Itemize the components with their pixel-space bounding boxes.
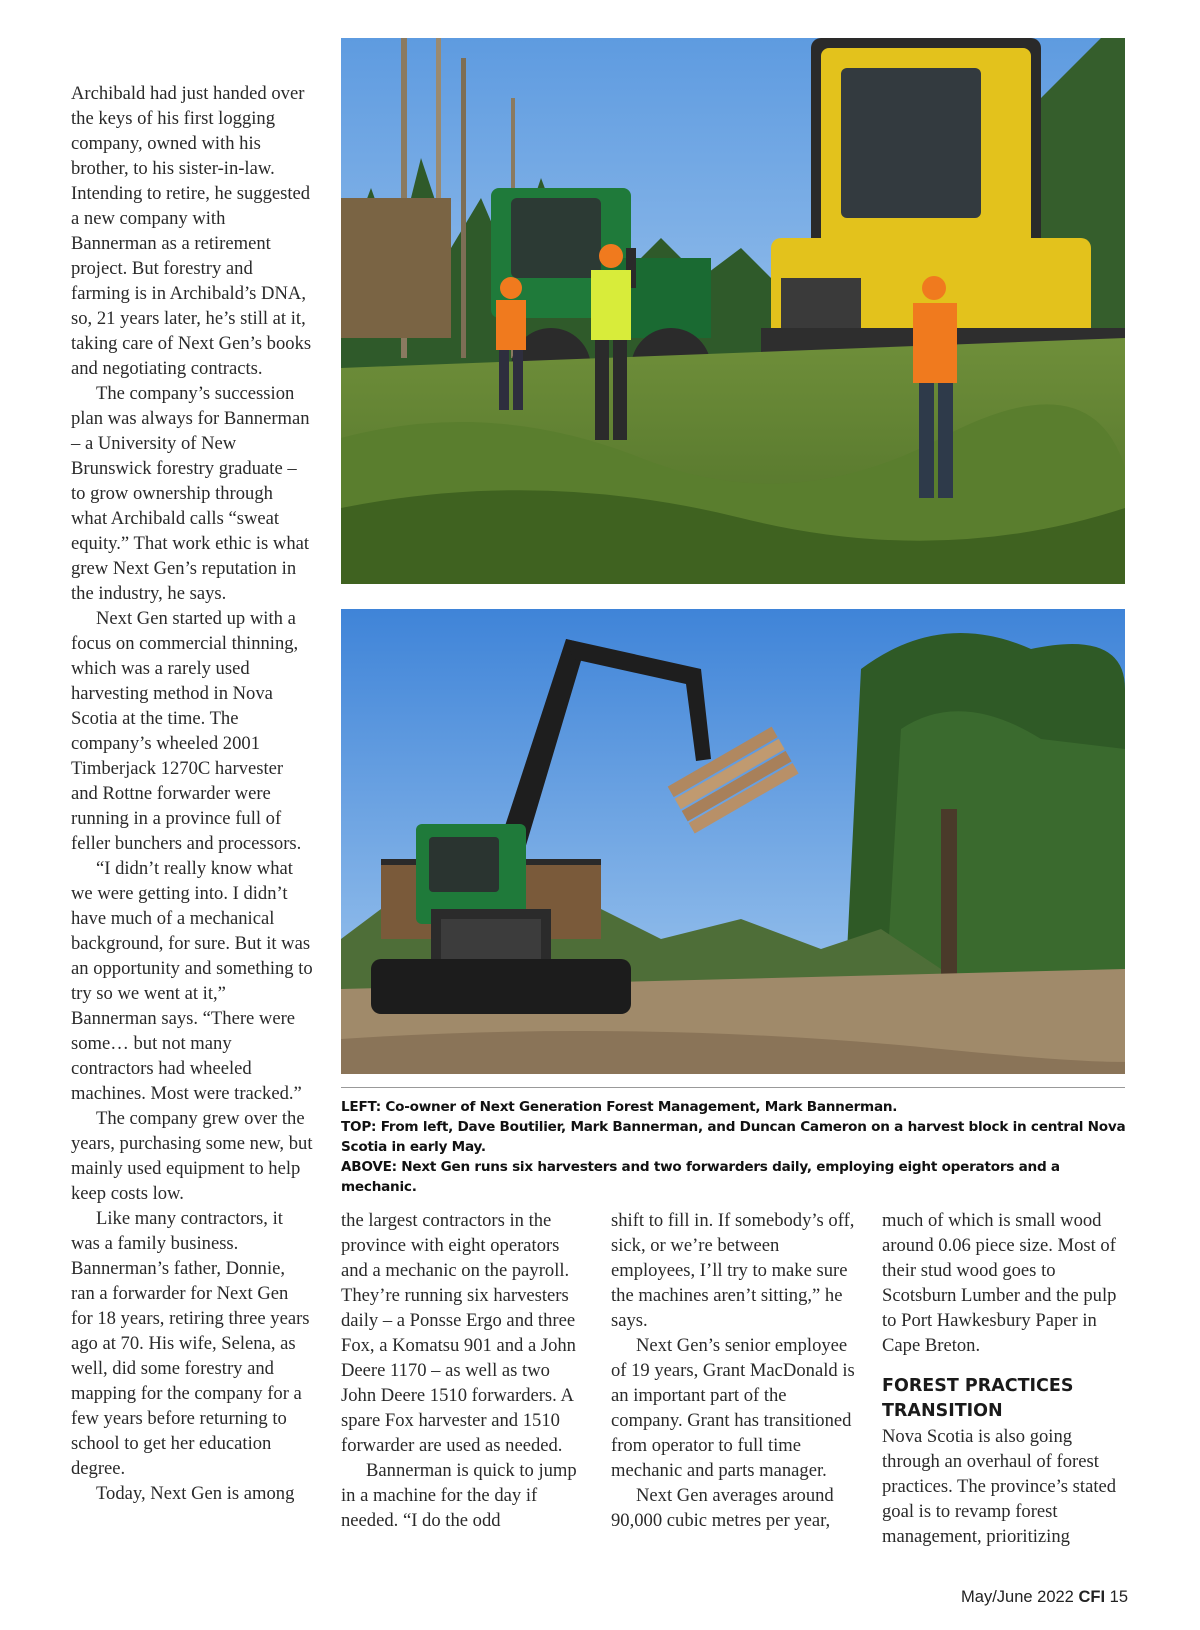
paragraph: Next Gen started up with a focus on commercial thinning, which was a rarely used harvesting method in Nova Scotia at the time. The company’s wheeled 2001 Timberjack 1270C harvester and Rottne forwarder were running in a province full of feller bunchers and processors. — [71, 608, 302, 854]
left-column — [71, 81, 313, 1506]
caption-divider — [341, 1087, 1125, 1088]
paragraph: The company grew over the years, purchasing some new, but mainly used equipment to help keep costs low. — [71, 1108, 313, 1204]
column-4 — [882, 1208, 1128, 1549]
paragraph: The company’s succession plan was always for Bannerman – a University of New Brunswick forestry graduate – to grow ownership through what Archibald calls “sweat equity.” That work ethic is what grew Next Gen’s reputation in the industry, he says. — [71, 383, 310, 604]
paragraph: much of which is small wood around 0.06 piece size. Most of their stud wood goes to Scotsburn Lumber and the pulp to Port Hawkesbury Paper in Cape Breton. — [882, 1210, 1117, 1356]
magazine-name: CFI — [1078, 1588, 1106, 1606]
paragraph: the largest contractors in the province with eight operators and a mechanic on the payroll. They’re running six harvesters daily – a Ponsse Ergo and three Fox, a Komatsu 901 and a John Deere 1170 – as well as two John Deere 1510 forwarders. A spare Fox harvester and 1510 forwarder are used as needed. — [341, 1210, 576, 1456]
paragraph: Archibald had just handed over the keys of his first logging company, owned with his brother, to his sister-in-law. Intending to retire, he suggested a new company with Bannerman as a retirement project. But forestry and farming is in Archibald’s DNA, so, 21 years later, he’s still at it, taking care of Next Gen’s books and negotiating contracts. — [71, 83, 312, 379]
photo-captions — [341, 1097, 1131, 1197]
photo-workers-with-machines — [341, 38, 1125, 584]
paragraph: shift to fill in. If somebody’s off, sick, or we’re between employees, I’ll try to make sure the machines aren’t sitting,” he says. — [611, 1210, 855, 1331]
photo-forwarder-illustration — [341, 609, 1125, 1074]
page-footer — [961, 1588, 1128, 1607]
column-2 — [341, 1208, 587, 1533]
section-subhead: FOREST PRACTICES TRANSITION — [882, 1376, 1074, 1421]
paragraph: Next Gen averages around 90,000 cubic metres per year, — [611, 1485, 834, 1531]
paragraph: Next Gen’s senior employee of 19 years, Grant MacDonald is an important part of the company. Grant has transitioned from operator to full time mechanic and parts manager. — [611, 1335, 855, 1481]
issue-date: May/June 2022 — [961, 1588, 1074, 1606]
paragraph: “I didn’t really know what we were getting into. I didn’t have much of a mechanical background, for sure. But it was an opportunity and something to try so we went at it,” Bannerman says. “There were some… but not many contractors had wheeled machines. Most were tracked.” — [71, 858, 313, 1104]
caption-above: ABOVE: Next Gen runs six harvesters and two forwarders daily, employing eight operators and a mechanic. — [341, 1159, 1060, 1195]
caption-left: LEFT: Co-owner of Next Generation Forest Management, Mark Bannerman. — [341, 1099, 898, 1115]
paragraph: Today, Next Gen is among — [96, 1483, 295, 1504]
page-number: 15 — [1109, 1588, 1128, 1606]
column-3 — [611, 1208, 857, 1533]
paragraph: Bannerman is quick to jump in a machine for the day if needed. “I do the odd — [341, 1460, 577, 1531]
photo-forwarder-loading-logs — [341, 609, 1125, 1074]
photo-workers-illustration — [341, 38, 1125, 584]
caption-top: TOP: From left, Dave Boutilier, Mark Bannerman, and Duncan Cameron on a harvest block in central Nova Scotia in early May. — [341, 1119, 1126, 1155]
paragraph: Like many contractors, it was a family business. Bannerman’s father, Donnie, ran a forwarder for Next Gen for 18 years, retiring three years ago at 70. His wife, Selena, as well, did some forestry and mapping for the company for a few years before returning to school to get her education degree. — [71, 1208, 310, 1479]
paragraph: Nova Scotia is also going through an overhaul of forest practices. The province’s stated goal is to revamp forest management, prioritizing — [882, 1426, 1117, 1547]
